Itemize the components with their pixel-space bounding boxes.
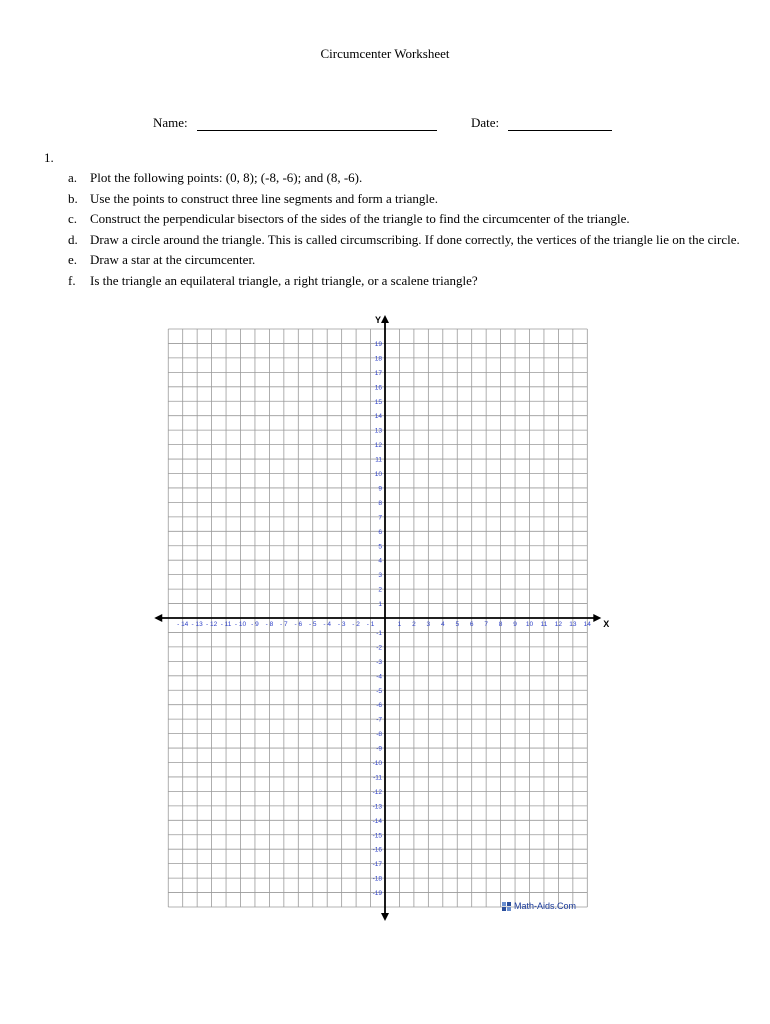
- y-tick-label: 13: [374, 427, 382, 435]
- x-tick-label: 10: [525, 621, 534, 628]
- item-text: Construct the perpendicular bisectors of the sides of the triangle to find the circumcenter of the triangle.: [90, 211, 630, 226]
- x-axis-right-arrow: [593, 614, 601, 622]
- x-tick-label: - 13: [191, 621, 203, 628]
- x-tick-label: 8: [498, 621, 503, 628]
- x-tick-label: - 10: [234, 621, 247, 628]
- item-text: Use the points to construct three line segments and form a triangle.: [90, 190, 439, 206]
- y-tick-label: -14: [372, 817, 382, 825]
- y-tick-label: -4: [376, 673, 382, 681]
- x-tick-label: 11: [540, 621, 548, 628]
- y-tick-label: 17: [374, 369, 382, 377]
- math-aids-icon: [502, 902, 511, 911]
- y-axis-down-arrow: [381, 913, 389, 921]
- item-letter: b.: [68, 190, 78, 206]
- x-tick-label: - 6: [294, 621, 303, 628]
- y-tick-label: 18: [374, 355, 382, 363]
- x-tick-label: - 9: [251, 621, 259, 628]
- y-axis-label: Y: [375, 315, 382, 325]
- x-tick-label: 5: [455, 621, 460, 628]
- y-tick-label: -8: [376, 731, 382, 739]
- y-tick-label: 11: [375, 456, 382, 464]
- y-tick-label: 5: [378, 543, 382, 551]
- y-tick-label: -6: [376, 702, 382, 710]
- y-tick-label: -19: [372, 890, 382, 898]
- x-tick-label: 12: [554, 621, 563, 628]
- item-text: Draw a circle around the triangle. This is called circumscribing. If done correctly, the vertices of the triangle lie on the circle.: [90, 231, 740, 247]
- item-letter: c.: [68, 211, 78, 226]
- x-tick-label: - 4: [323, 621, 331, 628]
- x-tick-label: 4: [440, 621, 445, 628]
- x-tick-label: - 1: [366, 621, 375, 628]
- y-tick-label: -16: [372, 846, 382, 854]
- x-axis-label: X: [603, 619, 610, 629]
- y-tick-label: 1: [378, 601, 382, 609]
- y-tick-label: -9: [376, 745, 382, 753]
- x-tick-label: - 8: [265, 621, 274, 628]
- y-tick-label: -2: [376, 644, 382, 652]
- y-tick-label: -11: [373, 774, 382, 782]
- x-tick-label: - 11: [220, 621, 232, 628]
- y-axis-up-arrow: [381, 315, 389, 323]
- item-letter: d.: [68, 231, 78, 247]
- x-tick-label: - 12: [205, 621, 218, 628]
- x-tick-label: 14: [583, 621, 591, 628]
- question-number: 1.: [44, 150, 54, 165]
- name-label: Name:: [153, 115, 188, 130]
- worksheet-title: Circumcenter Worksheet: [320, 46, 450, 61]
- x-tick-label: 3: [426, 621, 431, 628]
- y-tick-label: 2: [378, 586, 382, 594]
- x-tick-label: 7: [484, 621, 488, 628]
- x-tick-label: - 2: [352, 621, 360, 628]
- y-tick-label: 14: [374, 413, 382, 421]
- x-tick-label: - 3: [337, 621, 346, 628]
- y-tick-label: 16: [374, 384, 382, 392]
- y-tick-label: 12: [374, 442, 382, 450]
- x-axis-left-arrow: [154, 614, 162, 622]
- y-tick-label: -18: [372, 875, 382, 883]
- y-tick-label: -7: [376, 716, 382, 724]
- x-tick-label: 9: [513, 621, 517, 628]
- y-tick-label: 9: [378, 485, 382, 493]
- y-tick-label: 7: [378, 514, 382, 522]
- y-tick-label: 3: [378, 572, 382, 580]
- y-tick-label: -13: [372, 803, 382, 811]
- item-letter: f.: [68, 272, 76, 288]
- y-tick-label: -15: [372, 832, 382, 840]
- y-tick-label: 10: [374, 471, 382, 478]
- date-label: Date:: [471, 115, 500, 130]
- y-tick-label: 15: [374, 398, 382, 406]
- y-tick-label: -1: [376, 629, 382, 637]
- y-tick-label: 19: [374, 340, 382, 348]
- item-letter: e.: [68, 252, 78, 267]
- x-tick-label: 6: [469, 621, 474, 628]
- x-tick-label: - 5: [308, 621, 317, 628]
- y-tick-label: 4: [378, 557, 382, 565]
- x-tick-label: - 7: [280, 621, 288, 628]
- y-tick-label: -5: [376, 687, 382, 695]
- brand-text: Math-Aids.Com: [514, 901, 577, 911]
- item-text: Is the triangle an equilateral triangle, a right triangle, or a scalene triangle?: [90, 272, 478, 288]
- x-tick-label: 13: [569, 621, 577, 628]
- y-tick-label: -17: [372, 861, 382, 869]
- y-tick-label: -12: [372, 788, 382, 796]
- y-tick-label: 6: [378, 528, 382, 536]
- y-tick-label: 8: [378, 499, 382, 507]
- item-text: Draw a star at the circumcenter.: [90, 252, 256, 267]
- item-text: Plot the following points: (0, 8); (-8, -6); and (8, -6).: [90, 170, 363, 185]
- math-aids-logo: [502, 901, 576, 911]
- y-tick-label: -3: [376, 658, 382, 666]
- x-tick-label: - 14: [177, 621, 189, 628]
- x-tick-label: 1: [397, 621, 402, 628]
- y-tick-label: -10: [372, 760, 382, 767]
- item-letter: a.: [68, 170, 78, 185]
- x-tick-label: 2: [412, 621, 416, 628]
